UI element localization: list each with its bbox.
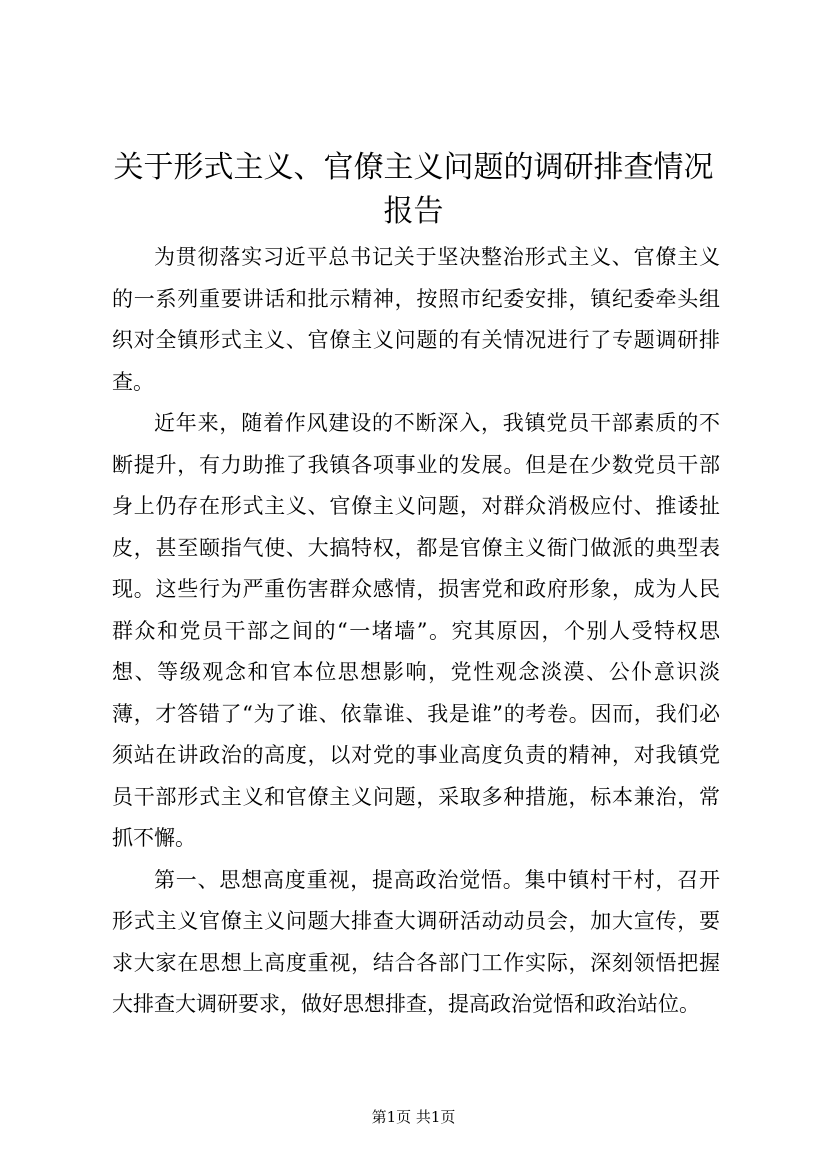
document-title-line-2: 报告 (383, 194, 444, 229)
paragraph-intro: 为贯彻落实习近平总书记关于坚决整治形式主义、官僚主义的一系列重要讲话和批示精神，按照市纪委安排，镇纪委牵头组织对全镇形式主义、官僚主义问题的有关情况进行了专题调研排查。 (112, 245, 720, 394)
paragraph-measure-one: 第一、思想高度重视，提高政治觉悟。集中镇村干村，召开形式主义官僚主义问题大排查大调研活动动员会，加大宣传，要求大家在思想上高度重视，结合各部门工作实际，深刻领悟把握大排查大调研要求，做好思想排查，提高政治觉悟和政治站位。 (112, 867, 720, 1016)
document-body (112, 237, 720, 1026)
document-title-line-1: 关于形式主义、官僚主义问题的调研排查情况 (113, 150, 714, 185)
paragraph-background: 近年来，随着作风建设的不断深入，我镇党员干部素质的不断提升，有力助推了我镇各项事业的发展。但是在少数党员干部身上仍存在形式主义、官僚主义问题，对群众消极应付、推诿扯皮，甚至颐指气使、大搞特权，都是官僚主义衙门做派的典型表现。这些行为严重伤害群众感情，损害党和政府形象，成为人民群众和党员干部之间的“一堵墙”。究其原因，个别人受特权思想、等级观念和官本位思想影响，党性观念淡漠、公仆意识淡薄，才答错了“为了谁、依靠谁、我是谁”的考卷。因而，我们必须站在讲政治的高度，以对党的事业高度负责的精神，对我镇党员干部形式主义和官僚主义问题，采取多种措施，标本兼治，常抓不懈。 (112, 411, 720, 850)
page-footer: 第1页 共1页 (371, 1108, 456, 1126)
